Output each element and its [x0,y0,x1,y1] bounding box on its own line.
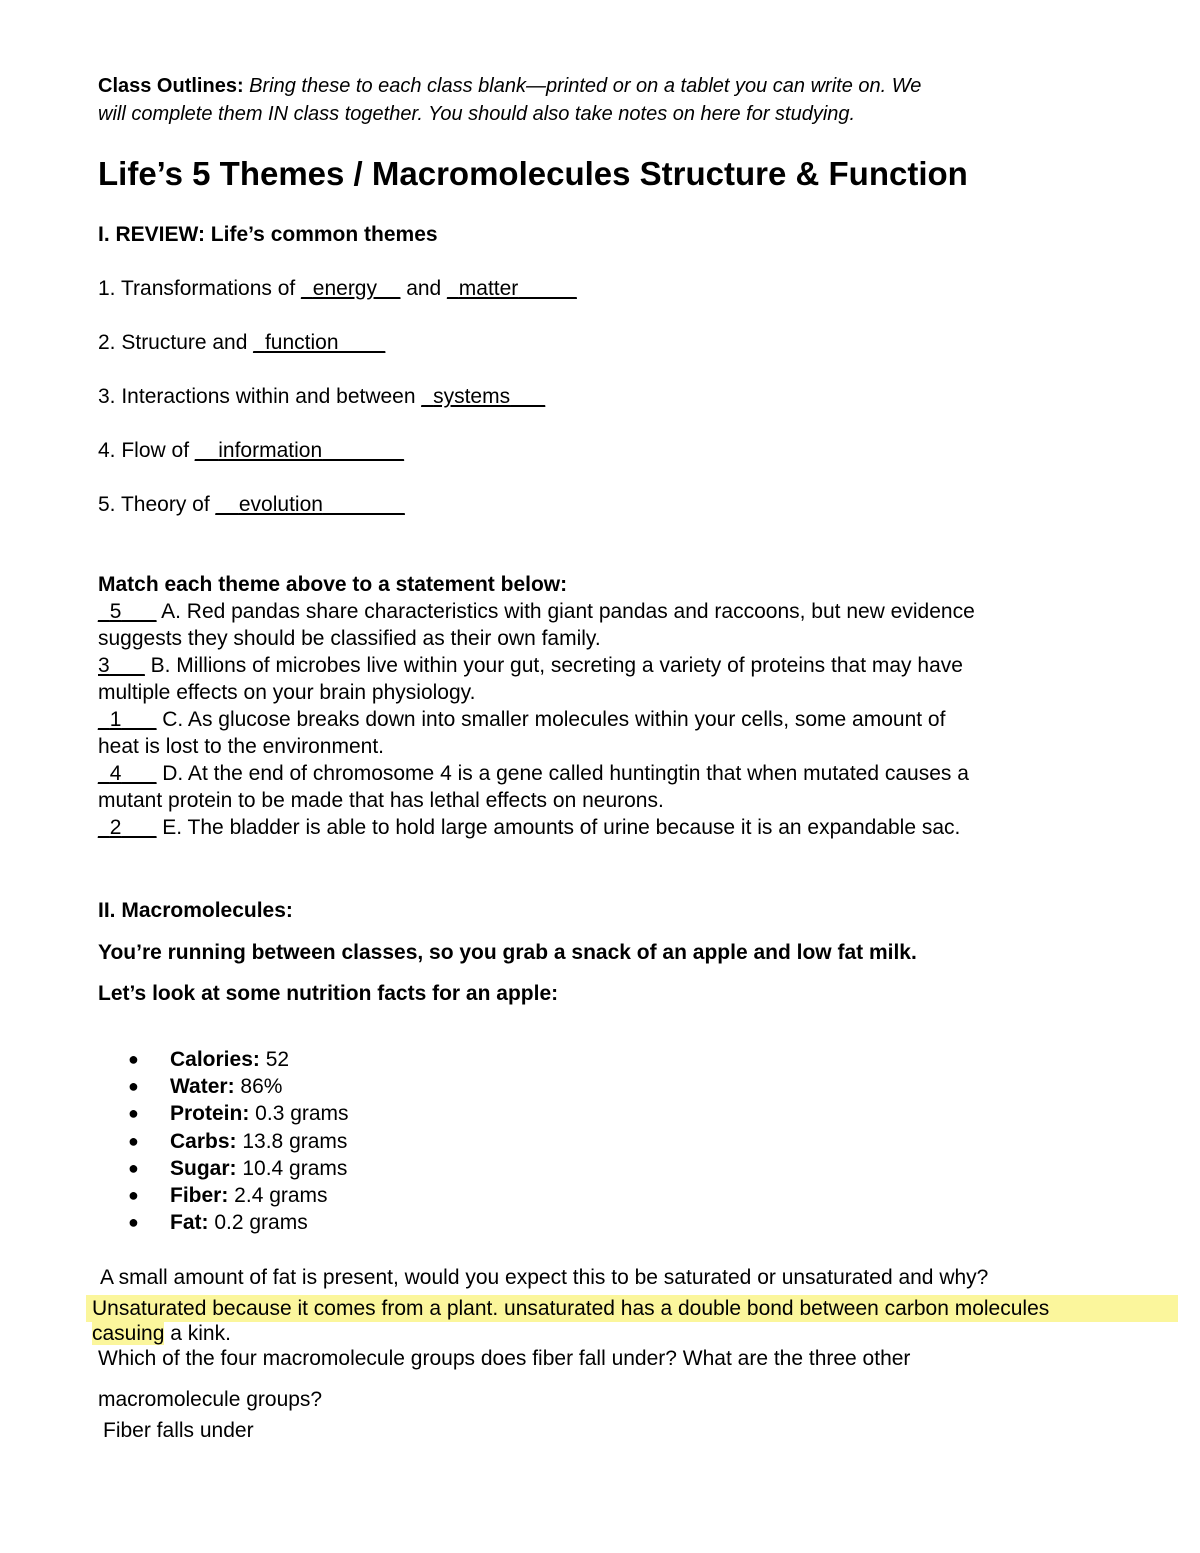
answer-evolution: evolution [238,493,323,516]
blank-lead: __ [215,493,239,516]
review-item-text: 5. Theory of [98,493,216,516]
match-item-c-line-2: heat is lost to the environment. [98,735,384,758]
review-item-5 [98,492,405,517]
blank-lead: _ [421,385,434,408]
bullet-dot-icon: ● [128,1103,139,1124]
facts-heading: Let’s look at some nutrition facts for an apple: [98,982,559,1005]
match-answer-blank [98,600,156,623]
macro-scenario: You’re running between classes, so you grab a snack of an apple and low fat milk. [98,941,917,964]
question-fiber-line-1: Which of the four macromolecule groups does fiber fall under? What are the three other [98,1347,911,1370]
question-fiber-line-2: macromolecule groups? [98,1388,323,1411]
fact-label: Water: [170,1075,235,1099]
fact-label: Calories: [170,1048,260,1071]
match-item-b-line-1 [98,653,963,678]
blank-trail: __ [377,277,401,300]
review-heading: I. REVIEW: Life’s common themes [98,223,438,246]
answer-information: information [218,439,323,462]
review-item-text: 2. Structure and [98,331,254,354]
blank-lead: _ [253,331,265,354]
blank-trail: ____ [338,331,386,354]
blank-trail: ___ [121,816,157,839]
fact-label: Fat: [170,1211,209,1235]
blank-lead: _ [301,277,313,300]
bullet-dot-icon: ● [128,1157,139,1178]
fact-value: 0.2 grams [208,1211,308,1235]
answer-blank [447,277,577,300]
match-item-c-line-1 [98,707,945,732]
match-item-a-line-2: suggests they should be classified as their own family. [98,627,601,650]
fact-value: 52 [259,1048,290,1071]
match-answer-blank [98,708,156,731]
fact-label: Carbs: [170,1129,237,1153]
intro-line-1 [98,74,921,98]
bullet-dot-icon: ● [128,1076,139,1097]
match-item-d-line-2: mutant protein to be made that has lethal effects on neurons. [98,789,664,812]
page-title: Life’s 5 Themes / Macromolecules Structure & Function [98,155,968,192]
blank-lead: _ [98,762,110,785]
match-heading: Match each theme above to a statement below: [98,573,568,596]
match-answer-blank [98,654,145,677]
question-fat: A small amount of fat is present, would you expect this to be saturated or unsaturated and why? [100,1266,989,1289]
intro-label-colon: : [236,75,250,97]
match-answer-blank [98,816,156,839]
review-item-3 [98,384,545,409]
blank-lead: __ [194,439,219,462]
answer-highlighted-word: casuing [92,1322,165,1345]
review-item-text: 3. Interactions within and between [98,385,422,408]
macro-heading: II. Macromolecules: [98,899,293,922]
blank-lead: _ [447,277,459,300]
answer-systems: systems [433,385,511,408]
fact-item [128,1155,349,1182]
bullet-dot-icon: ● [128,1049,139,1069]
match-answer: 4 [109,762,122,785]
blank-lead: _ [98,816,110,839]
blank-trail: ___ [109,654,145,677]
match-item-d-line-1 [98,761,969,786]
match-item-a-line-1 [98,599,975,624]
fact-item [128,1209,349,1236]
match-answer: 5 [109,600,122,623]
fact-label: Fiber: [170,1183,229,1207]
answer-matter: matter [458,277,519,300]
fact-item [128,1182,349,1209]
blank-trail: _____ [518,277,577,300]
blank-trail: ___ [121,600,157,623]
blank-trail: _______ [322,439,404,462]
fact-item [128,1046,349,1073]
bullet-dot-icon: ● [128,1130,139,1151]
blank-lead: _ [98,708,110,731]
review-item-2 [98,330,385,355]
match-answer: 1 [109,708,122,731]
fact-item [128,1100,349,1127]
answer-blank [421,385,545,408]
intro-line-2: will complete them IN class together. You should also take notes on here for studying. [98,103,856,125]
match-statement: D. At the end of chromosome 4 is a gene called huntingtin that when mutated causes a [156,762,969,785]
match-answer: 2 [109,816,122,839]
match-answer-blank [98,762,156,785]
fact-value: 13.8 grams [236,1129,348,1153]
fact-item [128,1128,349,1155]
fact-label: Sugar: [170,1156,237,1180]
fact-value: 86% [234,1075,283,1099]
match-answer: 3 [98,654,110,677]
answer-blank [301,277,400,300]
answer-fat-line-1: Unsaturated because it comes from a plant. unsaturated has a double bond between carbon molecules [92,1297,1050,1320]
match-item-b-line-2: multiple effects on your brain physiology. [98,681,476,704]
answer-function: function [264,331,339,354]
blank-lead: _ [98,600,110,623]
review-item-1 [98,276,577,301]
blank-trail: ___ [121,708,157,731]
blank-trail: _______ [322,493,405,516]
match-item-e-line-1 [98,815,960,840]
match-statement: E. The bladder is able to hold large amounts of urine because it is an expandable sac. [156,816,961,839]
match-statement: B. Millions of microbes live within your gut, secreting a variety of proteins that may have [144,654,963,677]
answer-fat-line-2 [92,1321,231,1346]
blank-trail: ___ [510,385,546,408]
fact-item [128,1073,349,1100]
answer-blank [195,439,404,462]
match-statement: C. As glucose breaks down into smaller molecules within your cells, some amount of [156,708,946,731]
fact-value: 0.3 grams [249,1102,349,1126]
nutrition-facts-list [128,1046,349,1236]
fact-value: 10.4 grams [236,1156,348,1180]
intro-label: Class Outlines [98,75,237,97]
bullet-dot-icon: ● [128,1184,139,1205]
answer-energy: energy [312,277,377,300]
bullet-dot-icon: ● [128,1212,139,1233]
answer-rest: a kink. [164,1322,231,1345]
blank-trail: ___ [121,762,157,785]
intro-text-1: Bring these to each class blank—printed or on a tablet you can write on. We [249,75,922,97]
answer-blank [253,331,385,354]
review-item-text: 4. Flow of [98,439,195,462]
fact-value: 2.4 grams [228,1183,328,1207]
review-item-4 [98,438,404,463]
review-item-connector: and [400,277,448,300]
fact-label: Protein: [170,1102,250,1126]
review-item-text: 1. Transformations of [98,277,302,300]
match-statement: A. Red pandas share characteristics with giant pandas and raccoons, but new evidence [156,600,975,623]
answer-blank [216,493,405,516]
answer-fiber: Fiber falls under [103,1419,254,1442]
